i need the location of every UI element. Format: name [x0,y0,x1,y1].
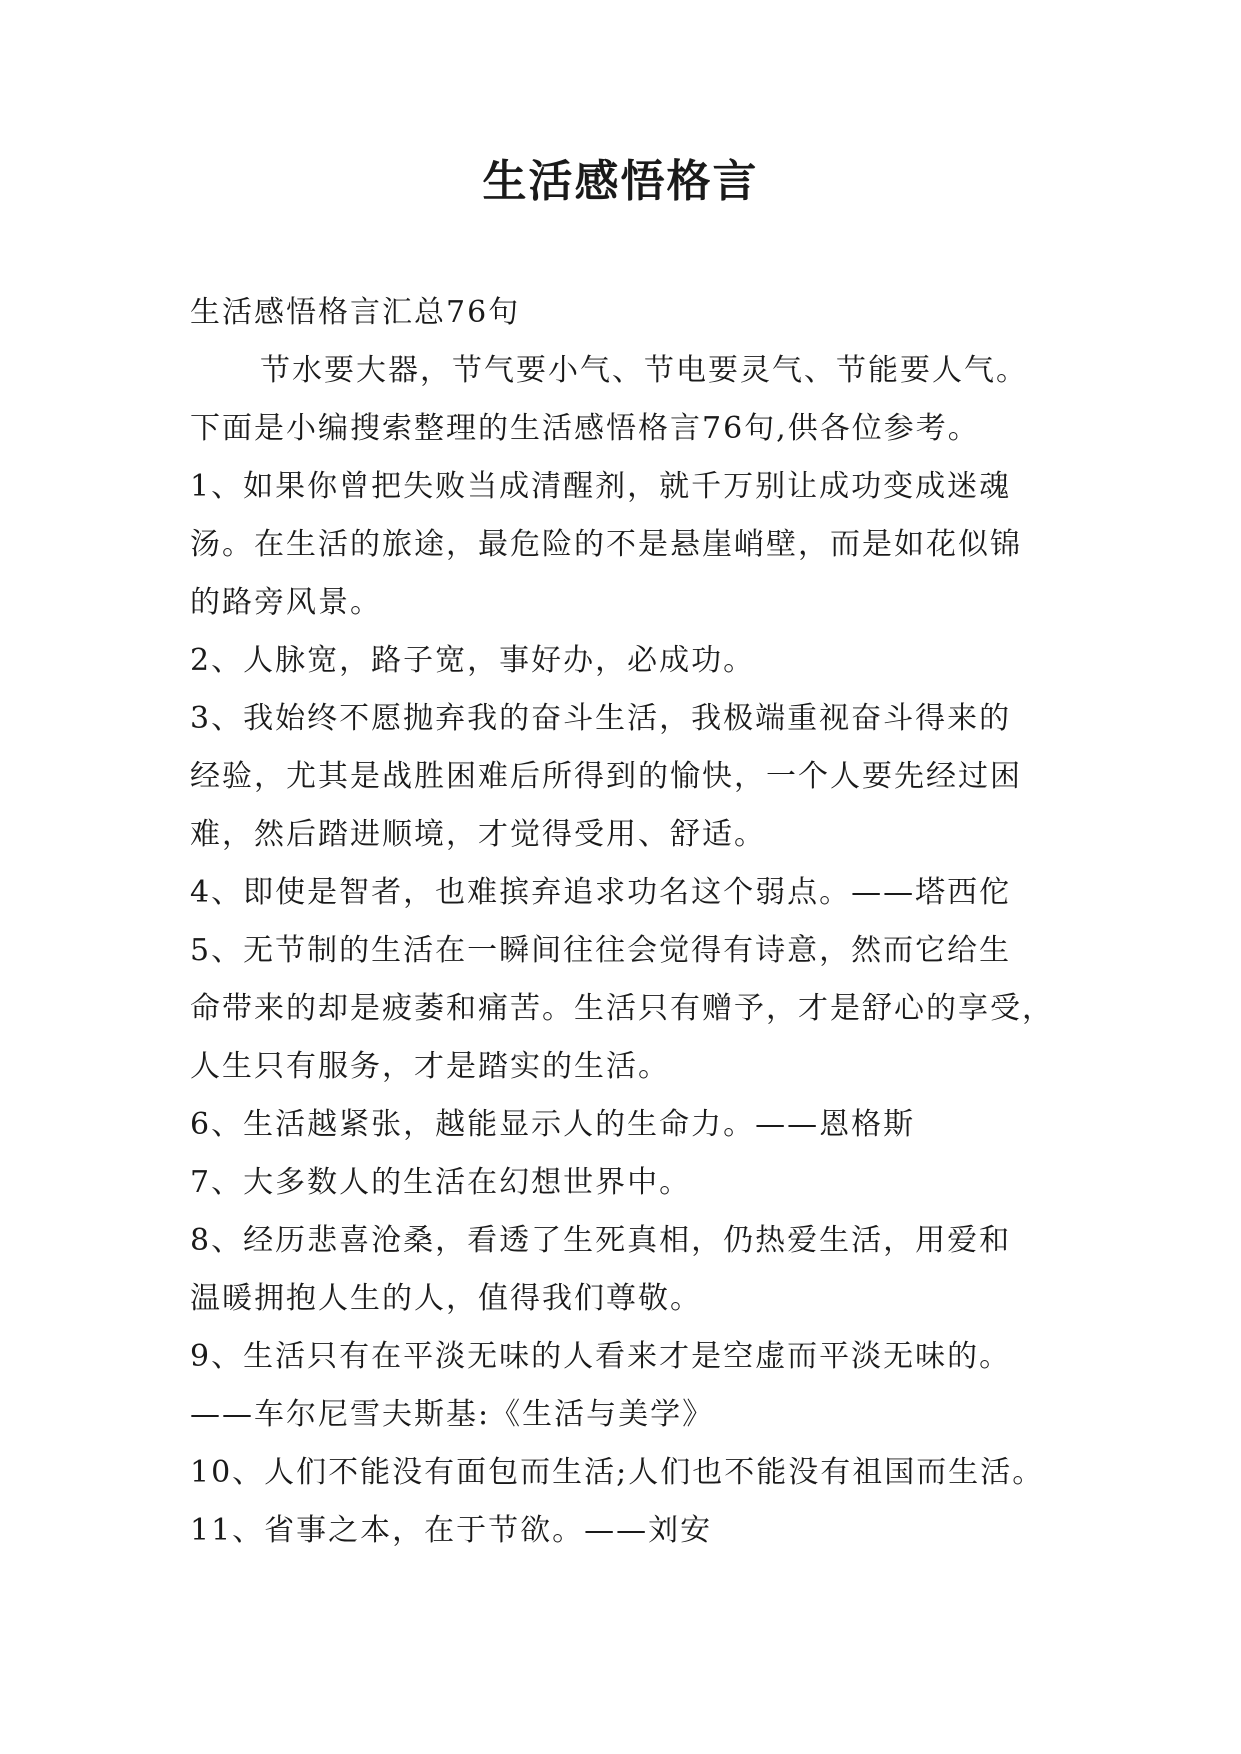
intro-paragraph-line: 下面是小编搜索整理的生活感悟格言76句,供各位参考。 [190,411,980,446]
quote-line: 1、如果你曾把失败当成清醒剂，就千万别让成功变成迷魂 [190,469,1012,504]
quote-line: 11、省事之本，在于节欲。——刘安 [190,1513,713,1548]
quote-line: 8、经历悲喜沧桑，看透了生死真相，仍热爱生活，用爱和 [190,1223,1012,1258]
quote-line: 经验，尤其是战胜困难后所得到的愉快，一个人要先经过困 [190,759,1022,794]
quote-line: 2、人脉宽，路子宽，事好办，必成功。 [190,643,756,678]
quote-line: 命带来的却是疲萎和痛苦。生活只有赠予，才是舒心的享受， [190,991,1054,1026]
quote-line: 4、即使是智者，也难摈弃追求功名这个弱点。——塔西佗 [190,875,1012,910]
quote-line: 温暖拥抱人生的人，值得我们尊敬。 [190,1281,702,1316]
quote-line: 5、无节制的生活在一瞬间往往会觉得有诗意，然而它给生 [190,933,1012,968]
document-body [190,284,1070,1560]
intro-paragraph-line: 节水要大器，节气要小气、节电要灵气、节能要人气。 [260,353,1028,388]
quote-line: ——车尔尼雪夫斯基:《生活与美学》 [190,1397,715,1432]
quote-line: 9、生活只有在平淡无味的人看来才是空虚而平淡无味的。 [190,1339,1012,1374]
quote-line: 7、大多数人的生活在幻想世界中。 [190,1165,692,1200]
quote-line: 的路旁风景。 [190,585,382,620]
page-title: 生活感悟格言 [482,156,759,207]
quote-line: 汤。在生活的旅途，最危险的不是悬崖峭壁，而是如花似锦 [190,527,1022,562]
quote-line: 6、生活越紧张，越能显示人的生命力。——恩格斯 [190,1107,916,1142]
quote-line: 3、我始终不愿抛弃我的奋斗生活，我极端重视奋斗得来的 [190,701,1012,736]
summary-line: 生活感悟格言汇总76句 [190,295,521,330]
quote-line: 人生只有服务，才是踏实的生活。 [190,1049,670,1084]
quote-line: 难，然后踏进顺境，才觉得受用、舒适。 [190,817,766,852]
quote-line: 10、人们不能没有面包而生活;人们也不能没有祖国而生活。 [190,1455,1045,1490]
